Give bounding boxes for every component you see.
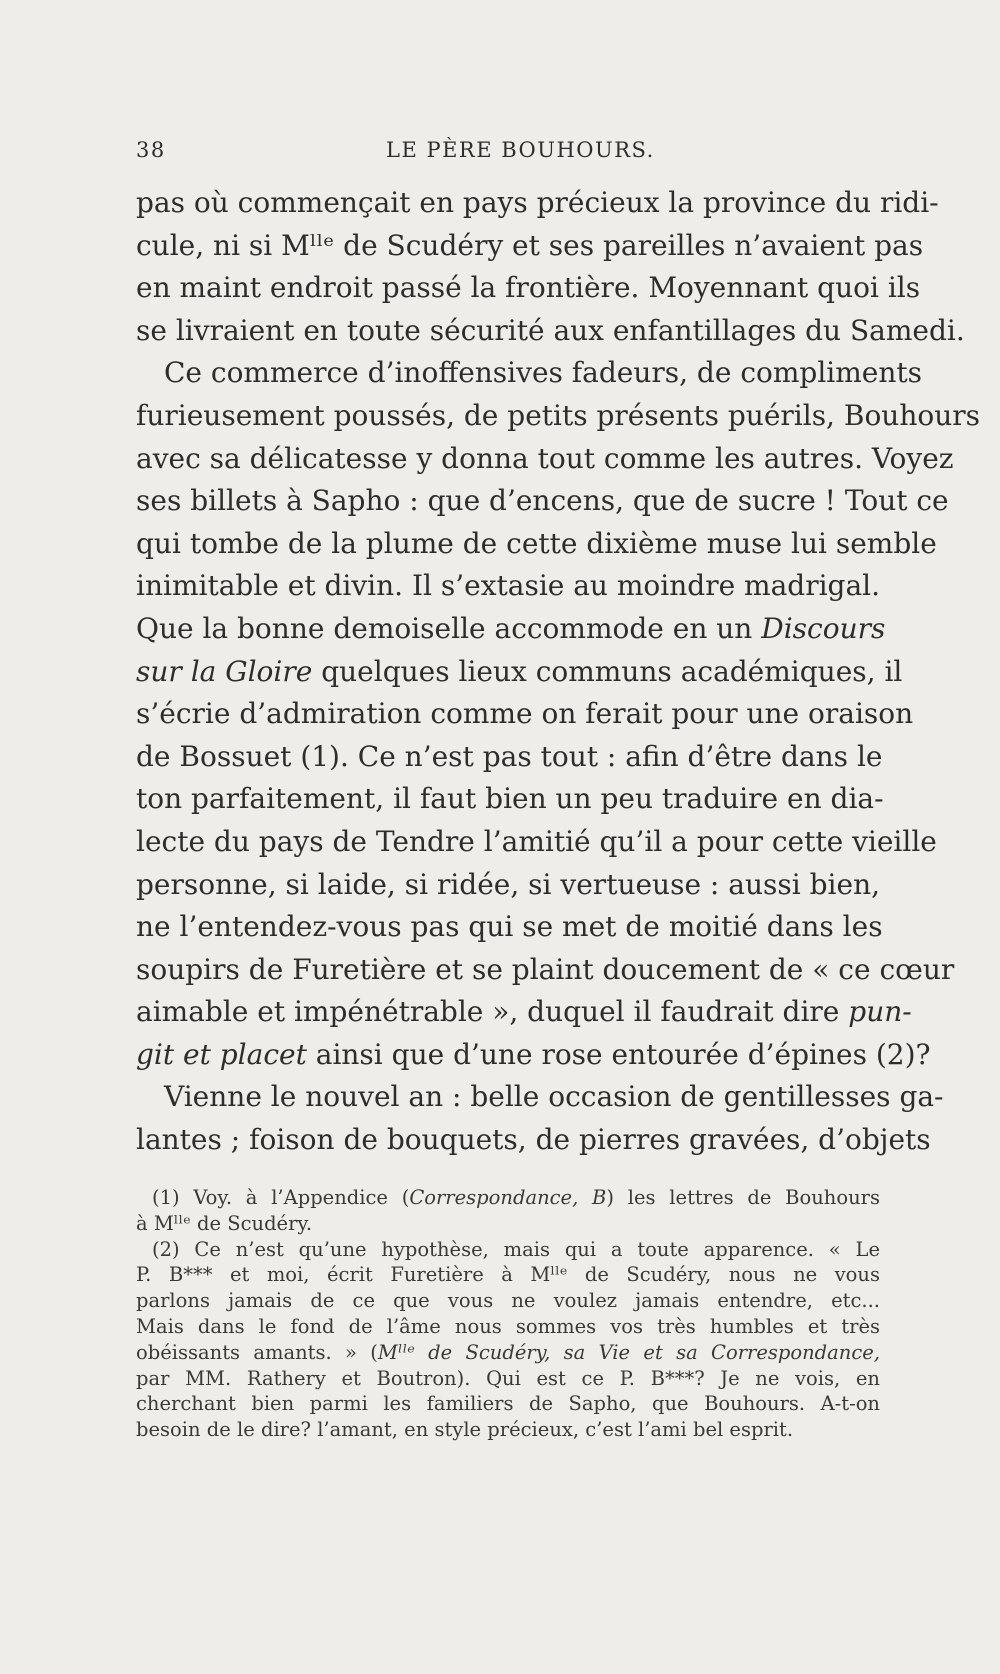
body-line: ses billets à Sapho : que d’encens, que de sucre ! Tout ce: [136, 484, 949, 518]
footnote-text: obéissants amants. » (: [136, 1340, 378, 1364]
page-number: 38: [136, 138, 166, 162]
italic-title: sur la Gloire: [136, 654, 313, 688]
body-line: ton parfaitement, il faut bien un peu traduire en dia-: [136, 782, 884, 816]
book-title: LE PÈRE BOUHOURS.: [386, 138, 655, 162]
body-line: qui tombe de la plume de cette dixième muse lui semble: [136, 526, 937, 560]
body-line: en maint endroit passé la frontière. Moyennant quoi ils: [136, 271, 921, 305]
body-line: [136, 651, 903, 694]
footnote-line: besoin de le dire? l’amant, en style précieux, c’est l’ami bel esprit.: [136, 1418, 794, 1442]
body-line: cule, ni si Mˡˡᵉ de Scudéry et ses pareilles n’avaient pas: [136, 228, 924, 262]
latin-quote: git et placet: [136, 1037, 307, 1071]
footnote-line: parlons jamais de ce que vous ne voulez jamais entendre, etc...: [136, 1289, 880, 1313]
body-text-run: aimable et impénétrable », duquel il faudrait dire: [136, 995, 849, 1029]
footnotes: [136, 1185, 880, 1443]
body-line: lantes ; foison de bouquets, de pierres gravées, d’objets: [136, 1123, 931, 1157]
body-text-run: ainsi que d’une rose entourée d’épines (2)?: [306, 1037, 931, 1071]
footnote-line: par MM. Rathery et Boutron). Qui est ce P. B***? Je ne vois, en: [136, 1366, 880, 1390]
footnote-italic: Mˡˡᵉ de Scudéry, sa Vie et sa Correspondance,: [377, 1340, 880, 1364]
body-line: [136, 608, 886, 651]
body-line: personne, si laide, si ridée, si vertueuse : aussi bien,: [136, 867, 880, 901]
body-line: pas où commençait en pays précieux la province du ridi-: [136, 186, 939, 219]
body-line: furieusement poussés, de petits présents puérils, Bouhours: [136, 398, 981, 432]
latin-quote: pun-: [848, 995, 912, 1029]
body-line: avec sa délicatesse y donna tout comme les autres. Voyez: [136, 441, 954, 475]
body-text-run: quelques lieux communs académiques, il: [312, 654, 903, 688]
body-line: ne l’entendez-vous pas qui se met de moitié dans les: [136, 910, 883, 944]
body-line: se livraient en toute sécurité aux enfantillages du Samedi.: [136, 313, 965, 347]
body-line: soupirs de Furetière et se plaint doucement de « ce cœur: [136, 952, 955, 986]
body-line: lecte du pays de Tendre l’amitié qu’il a pour cette vieille: [136, 824, 937, 858]
main-text: [136, 182, 981, 1162]
paragraph-start-line: Ce commerce d’inoffensives fadeurs, de compliments: [164, 356, 923, 390]
footnote-line: à Mˡˡᵉ de Scudéry.: [136, 1211, 313, 1235]
footnote-1: [136, 1185, 880, 1211]
footnote-text: ) les lettres de Bouhours: [606, 1186, 880, 1209]
running-header: [136, 138, 880, 168]
body-line: de Bossuet (1). Ce n’est pas tout : afin d’être dans le: [136, 739, 883, 773]
footnote-line: P. B*** et moi, écrit Furetière à Mˡˡᵉ de Scudéry, nous ne vous: [136, 1263, 880, 1287]
body-line: [136, 991, 912, 1034]
footnote-2: (2) Ce n’est qu’une hypothèse, mais qui a toute apparence. « Le: [152, 1237, 880, 1261]
footnote-italic: Correspondance, B: [409, 1186, 607, 1209]
body-text-run: Que la bonne demoiselle accommode en un: [136, 611, 762, 645]
italic-title: Discours: [761, 611, 886, 645]
body-line: [136, 1034, 931, 1077]
paragraph-start-line: Vienne le nouvel an : belle occasion de gentillesses ga-: [164, 1080, 944, 1114]
footnote-line: [136, 1340, 880, 1366]
footnote-text: (1) Voy. à l’Appendice (: [152, 1186, 410, 1209]
footnote-line: cherchant bien parmi les familiers de Sapho, que Bouhours. A-t-on: [136, 1392, 880, 1416]
footnote-line: Mais dans le fond de l’âme nous sommes vos très humbles et très: [136, 1314, 880, 1338]
body-line: s’écrie d’admiration comme on ferait pour une oraison: [136, 697, 914, 731]
body-line: inimitable et divin. Il s’extasie au moindre madrigal.: [136, 569, 881, 603]
